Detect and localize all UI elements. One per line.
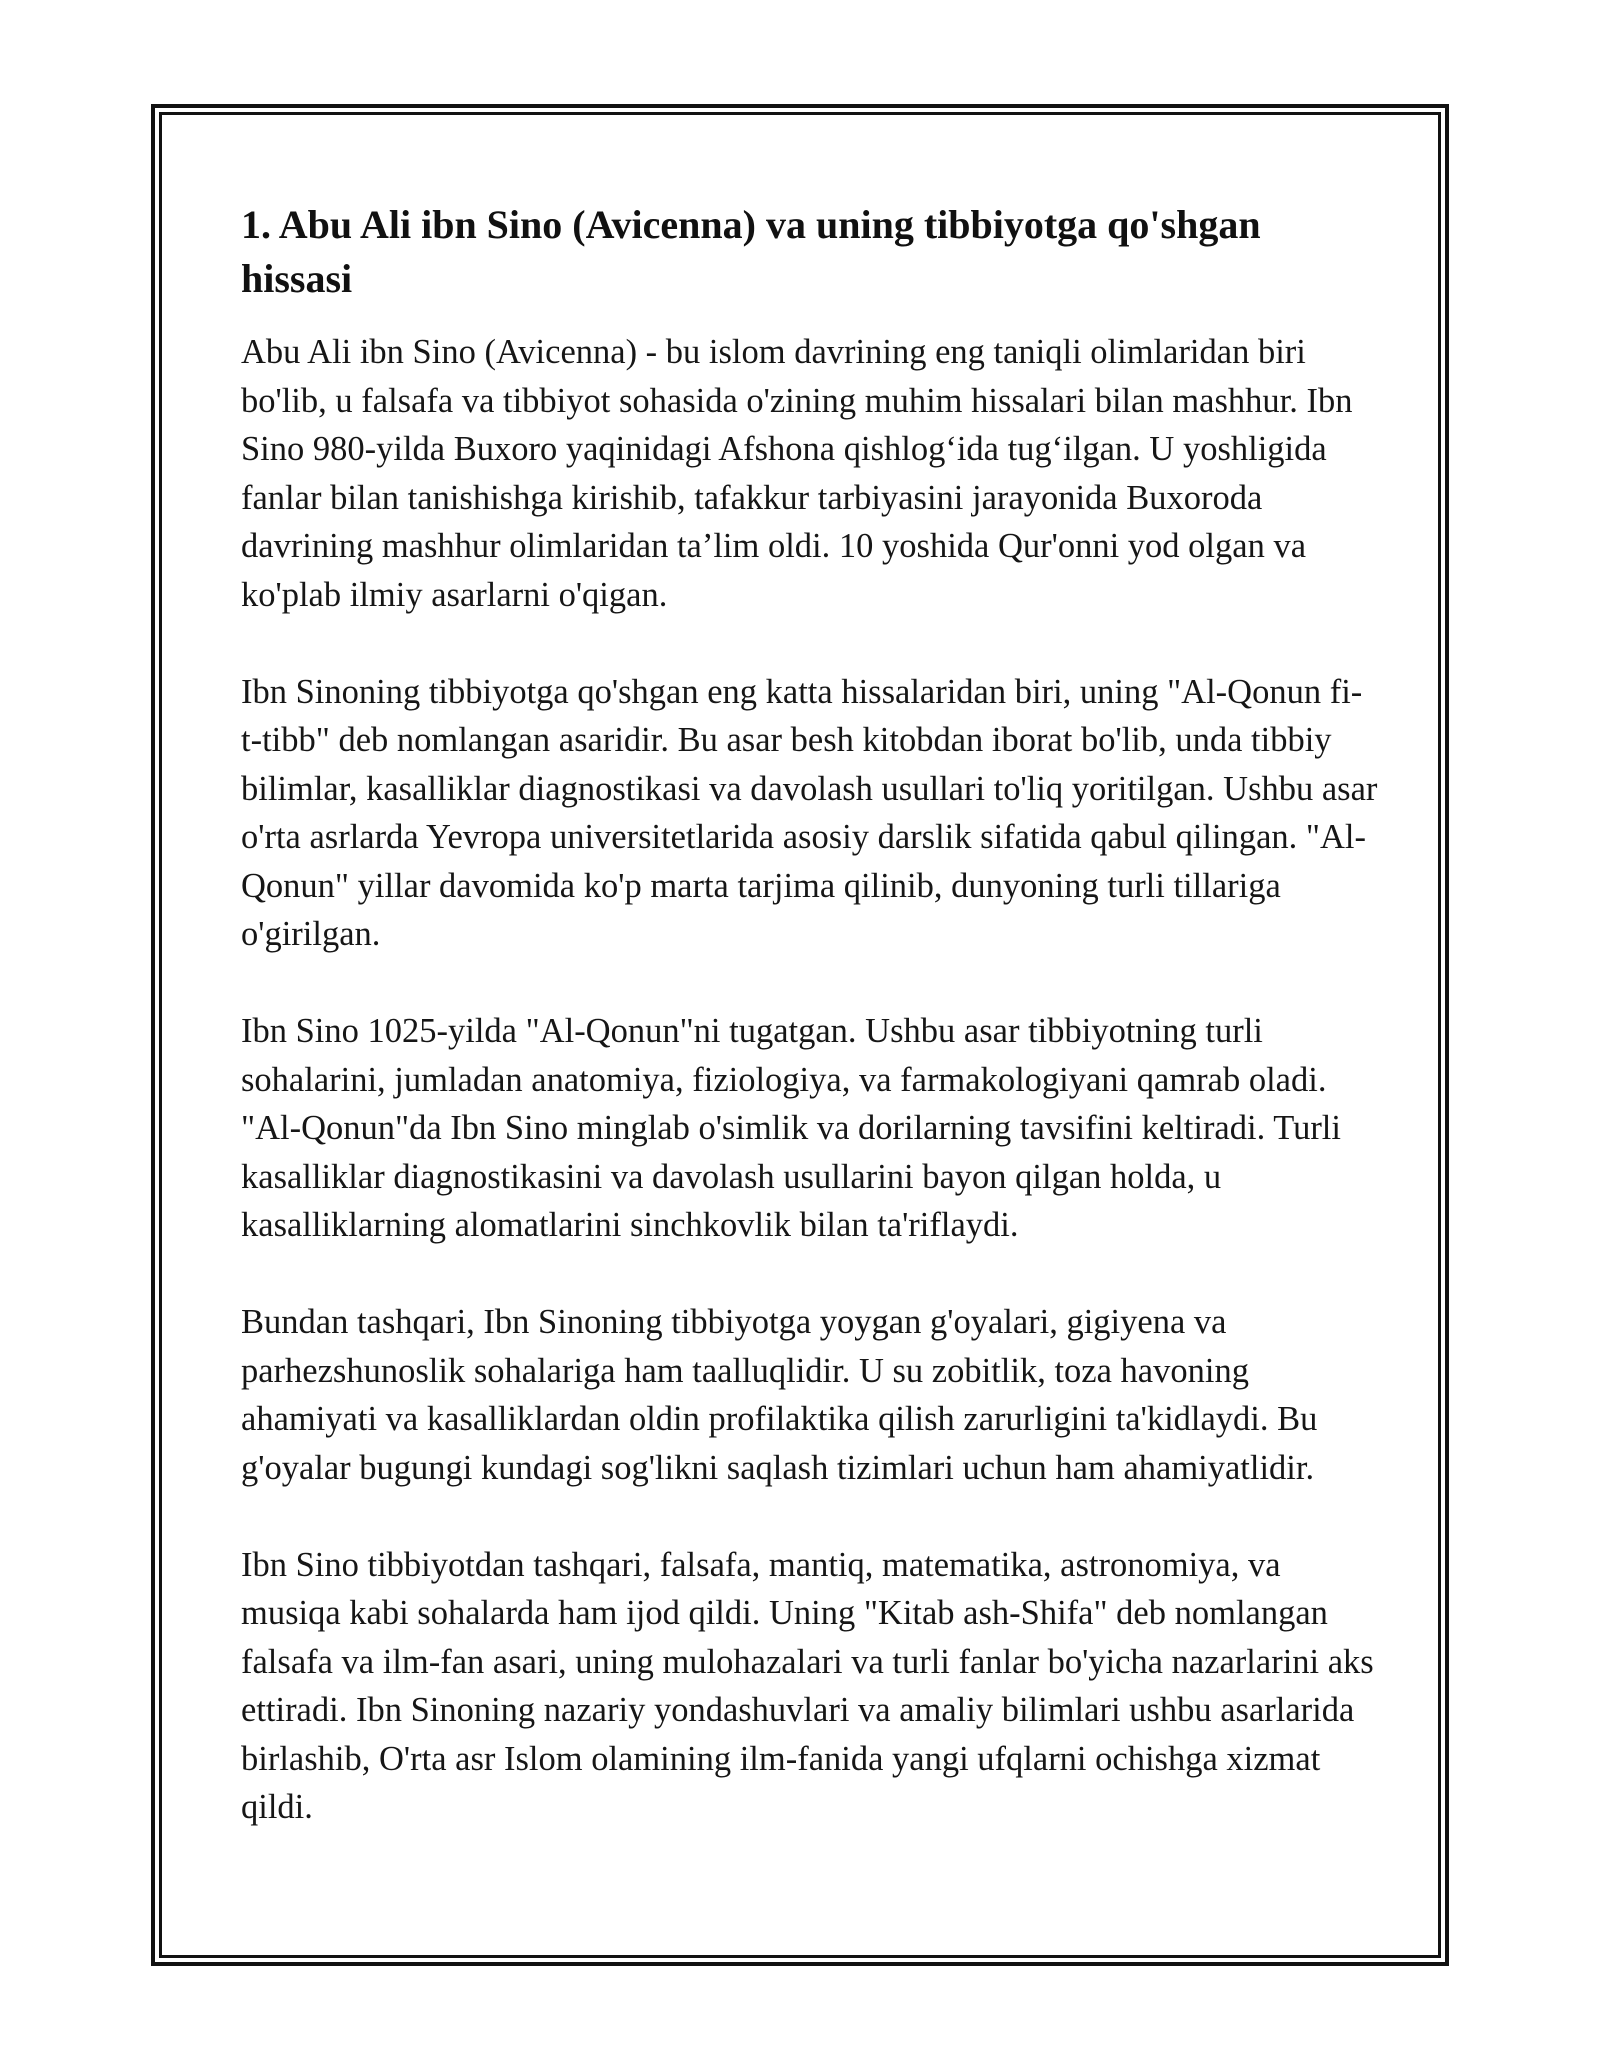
page-border-outer xyxy=(151,104,1449,1966)
paragraph-al-qonun-content: Ibn Sino 1025-yilda "Al-Qonun"ni tugatgan. Ushbu asar tibbiyotning turli sohalarini, jumladan anatomiya, fiziologiya, va farmakologiyani qamrab oladi. "Al-Qonun"da Ibn Sino minglab o'simlik va dorilarning tavsifini keltiradi. Turli kasalliklar diagnostikasini va davolash usullarini bayon qilgan holda, u kasalliklarning alomatlarini sinchkovlik bilan ta'riflaydi. xyxy=(241,1012,1341,1244)
paragraph-intro: Abu Ali ibn Sino (Avicenna) - bu islom davrining eng taniqli olimlaridan biri bo'lib, u falsafa va tibbiyot sohasida o'zining muhim hissalari bilan mashhur. Ibn Sino 980-yilda Buxoro yaqinidagi Afshona qishlog‘ida tug‘ilgan. U yoshligida fanlar bilan tanishishga kirishib, tafakkur tarbiyasini jarayonida Buxoroda davrining mashhur olimlaridan ta’lim oldi. 10 yoshida Qur'onni yod olgan va ko'plab ilmiy asarlarni o'qigan. xyxy=(241,333,1353,614)
page-border-inner xyxy=(159,112,1441,1958)
document-body xyxy=(241,198,1381,1832)
paragraph-philosophy: Ibn Sino tibbiyotdan tashqari, falsafa, mantiq, matematika, astronomiya, va musiqa kabi sohalarda ham ijod qildi. Uning "Kitab ash-Shifa" deb nomlangan falsafa va ilm-fan asari, uning mulohazalari va turli fanlar bo'yicha nazarlarini aks ettiradi. Ibn Sinoning nazariy yondashuvlari va amaliy bilimlari ushbu asarlarida birlashib, O'rta asr Islom olamining ilm-fanida yangi ufqlarni ochishga xizmat qildi. xyxy=(241,1545,1374,1826)
paragraph-hygiene: Bundan tashqari, Ibn Sinoning tibbiyotga yoygan g'oyalari, gigiyena va parhezshunoslik sohalariga ham taalluqlidir. U su zobitlik, toza havoning ahamiyati va kasalliklardan oldin profilaktika qilish zarurligini ta'kidlaydi. Bu g'oyalar bugungi kundagi sog'likni saqlash tizimlari uchun ham ahamiyatlidir. xyxy=(241,1303,1318,1487)
paragraph-al-qonun: Ibn Sinoning tibbiyotga qo'shgan eng katta hissalaridan biri, uning "Al-Qonun fi-t-tibb" deb nomlangan asaridir. Bu asar besh kitobdan iborat bo'lib, unda tibbiy bilimlar, kasalliklar diagnostikasi va davolash usullari to'liq yoritilgan. Ushbu asar o'rta asrlarda Yevropa universitetlarida asosiy darslik sifatida qabul qilingan. "Al-Qonun" yillar davomida ko'p marta tarjima qilinib, dunyoning turli tillariga o'girilgan. xyxy=(241,672,1378,953)
page-title: 1. Abu Ali ibn Sino (Avicenna) va uning tibbiyotga qo'shgan hissasi xyxy=(241,202,1261,301)
